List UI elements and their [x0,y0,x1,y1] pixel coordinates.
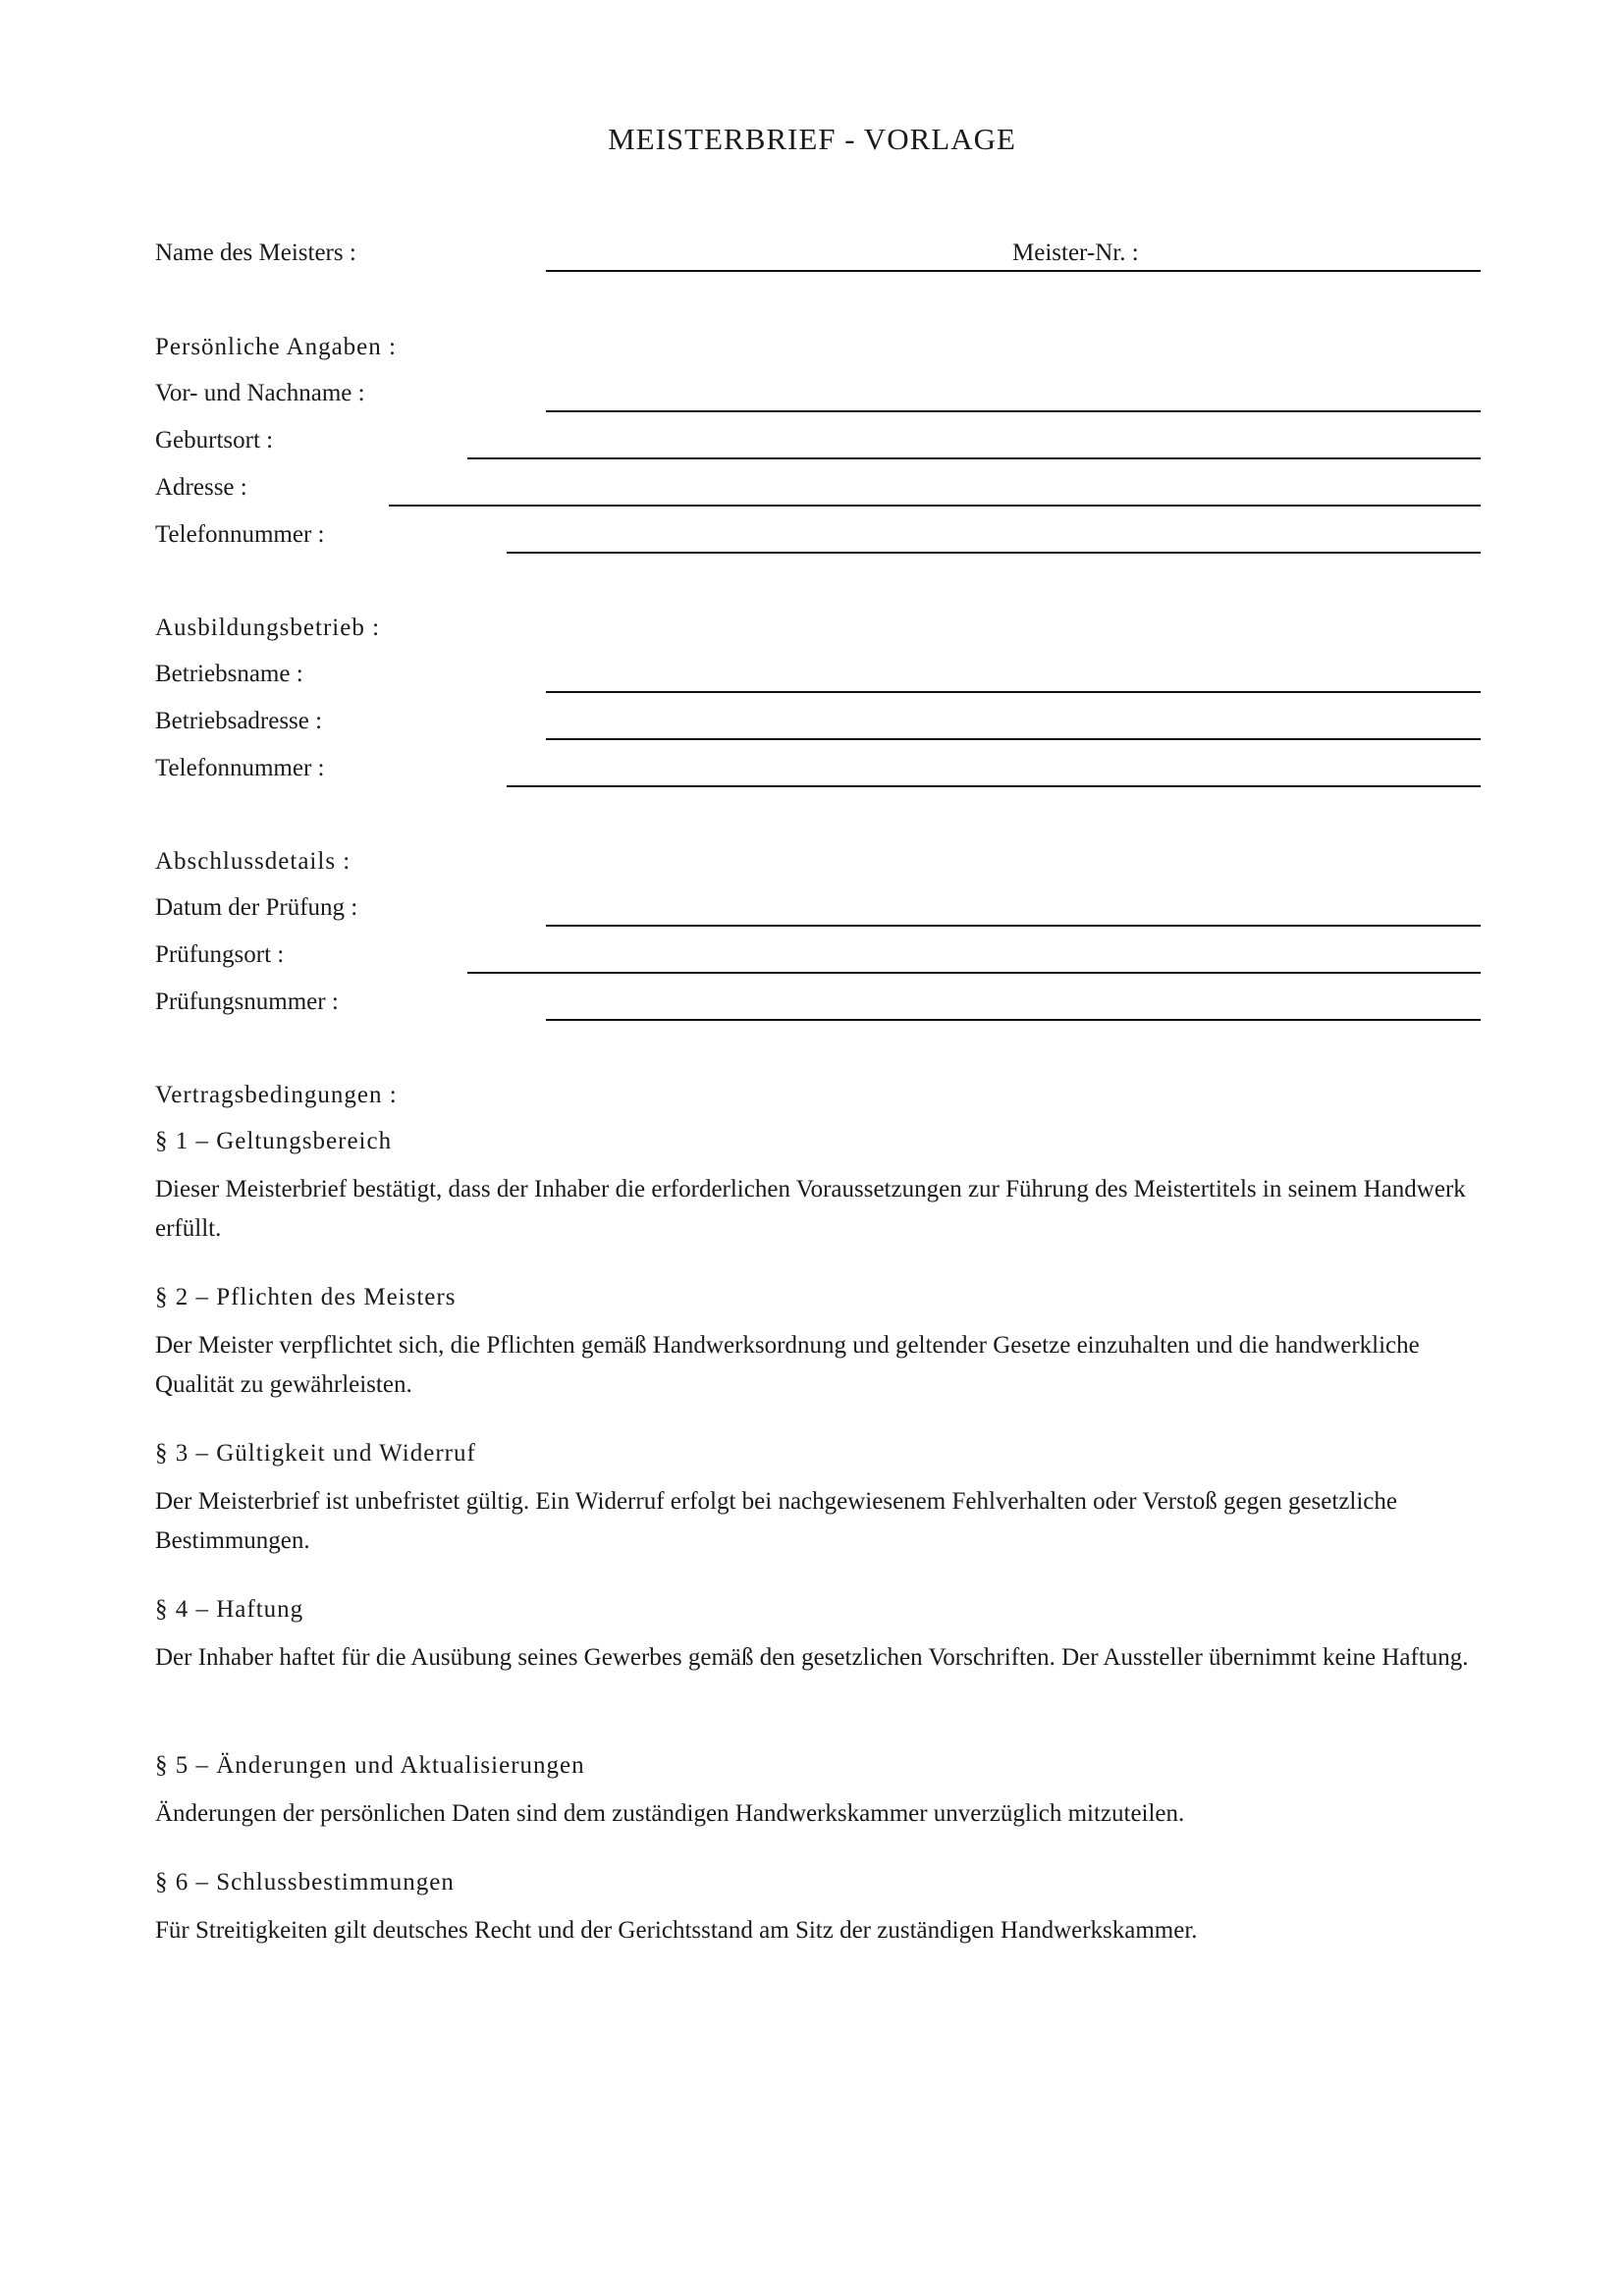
exam-number-field[interactable] [546,1019,1481,1021]
training-company-heading: Ausbildungsbetrieb : [155,614,381,641]
birthplace-label: Geburtsort : [155,427,274,454]
company-phone-field[interactable] [507,785,1481,787]
master-number-label: Meister-Nr. : [1012,240,1139,266]
personal-phone-label: Telefonnummer : [155,521,325,548]
company-name-field[interactable] [546,691,1481,693]
section-6-title: § 6 – Schlussbestimmungen [155,1869,455,1896]
section-2-text: Der Meister verpflichtet sich, die Pflichten gemäß Handwerksordnung und geltender Gesetze einzuhalten und die handwerkliche Qualität zu gewährleisten. [155,1332,1420,1398]
terms-heading: Vertragsbedingungen : [155,1082,398,1108]
company-address-field[interactable] [546,738,1481,740]
completion-details-heading: Abschlussdetails : [155,848,352,875]
page-title: MEISTERBRIEF - VORLAGE [608,122,1016,156]
personal-section-heading: Persönliche Angaben : [155,334,397,360]
exam-place-field[interactable] [467,972,1481,974]
exam-date-label: Datum der Prüfung : [155,894,358,921]
section-4-text: Der Inhaber haftet für die Ausübung seines Gewerbes gemäß den gesetzlichen Vorschriften. Der Aussteller übernimmt keine Haftung. [155,1644,1469,1671]
company-name-label: Betriebsname : [155,661,303,687]
company-phone-label: Telefonnummer : [155,755,325,781]
section-1-title: § 1 – Geltungsbereich [155,1128,393,1154]
address-label: Adresse : [155,474,247,501]
exam-date-field[interactable] [546,925,1481,927]
personal-phone-field[interactable] [507,552,1481,554]
company-address-label: Betriebsadresse : [155,708,323,734]
section-3-text: Der Meisterbrief ist unbefristet gültig. Ein Widerruf erfolgt bei nachgewiesenem Fehlverhalten oder Verstoß gegen gesetzliche Bestimmungen. [155,1488,1398,1554]
exam-place-label: Prüfungsort : [155,941,285,968]
section-1-text: Dieser Meisterbrief bestätigt, dass der Inhaber die erforderlichen Voraussetzungen zur Führung des Meistertitels in seinem Handwerk erfüllt. [155,1176,1466,1242]
full-name-label: Vor- und Nachname : [155,380,365,406]
address-field[interactable] [389,505,1481,507]
master-name-label: Name des Meisters : [155,240,356,266]
birthplace-field[interactable] [467,457,1481,459]
section-6-text: Für Streitigkeiten gilt deutsches Recht und der Gerichtsstand am Sitz der zuständigen Handwerkskammer. [155,1917,1198,1944]
section-4-title: § 4 – Haftung [155,1596,304,1623]
exam-number-label: Prüfungsnummer : [155,988,339,1015]
section-5-text: Änderungen der persönlichen Daten sind dem zuständigen Handwerkskammer unverzüglich mitzuteilen. [155,1800,1185,1827]
master-name-field[interactable] [546,270,1481,272]
section-2-title: § 2 – Pflichten des Meisters [155,1284,457,1310]
section-3-title: § 3 – Gültigkeit und Widerruf [155,1440,476,1467]
section-5-title: § 5 – Änderungen und Aktualisierungen [155,1752,585,1779]
full-name-field[interactable] [546,410,1481,412]
